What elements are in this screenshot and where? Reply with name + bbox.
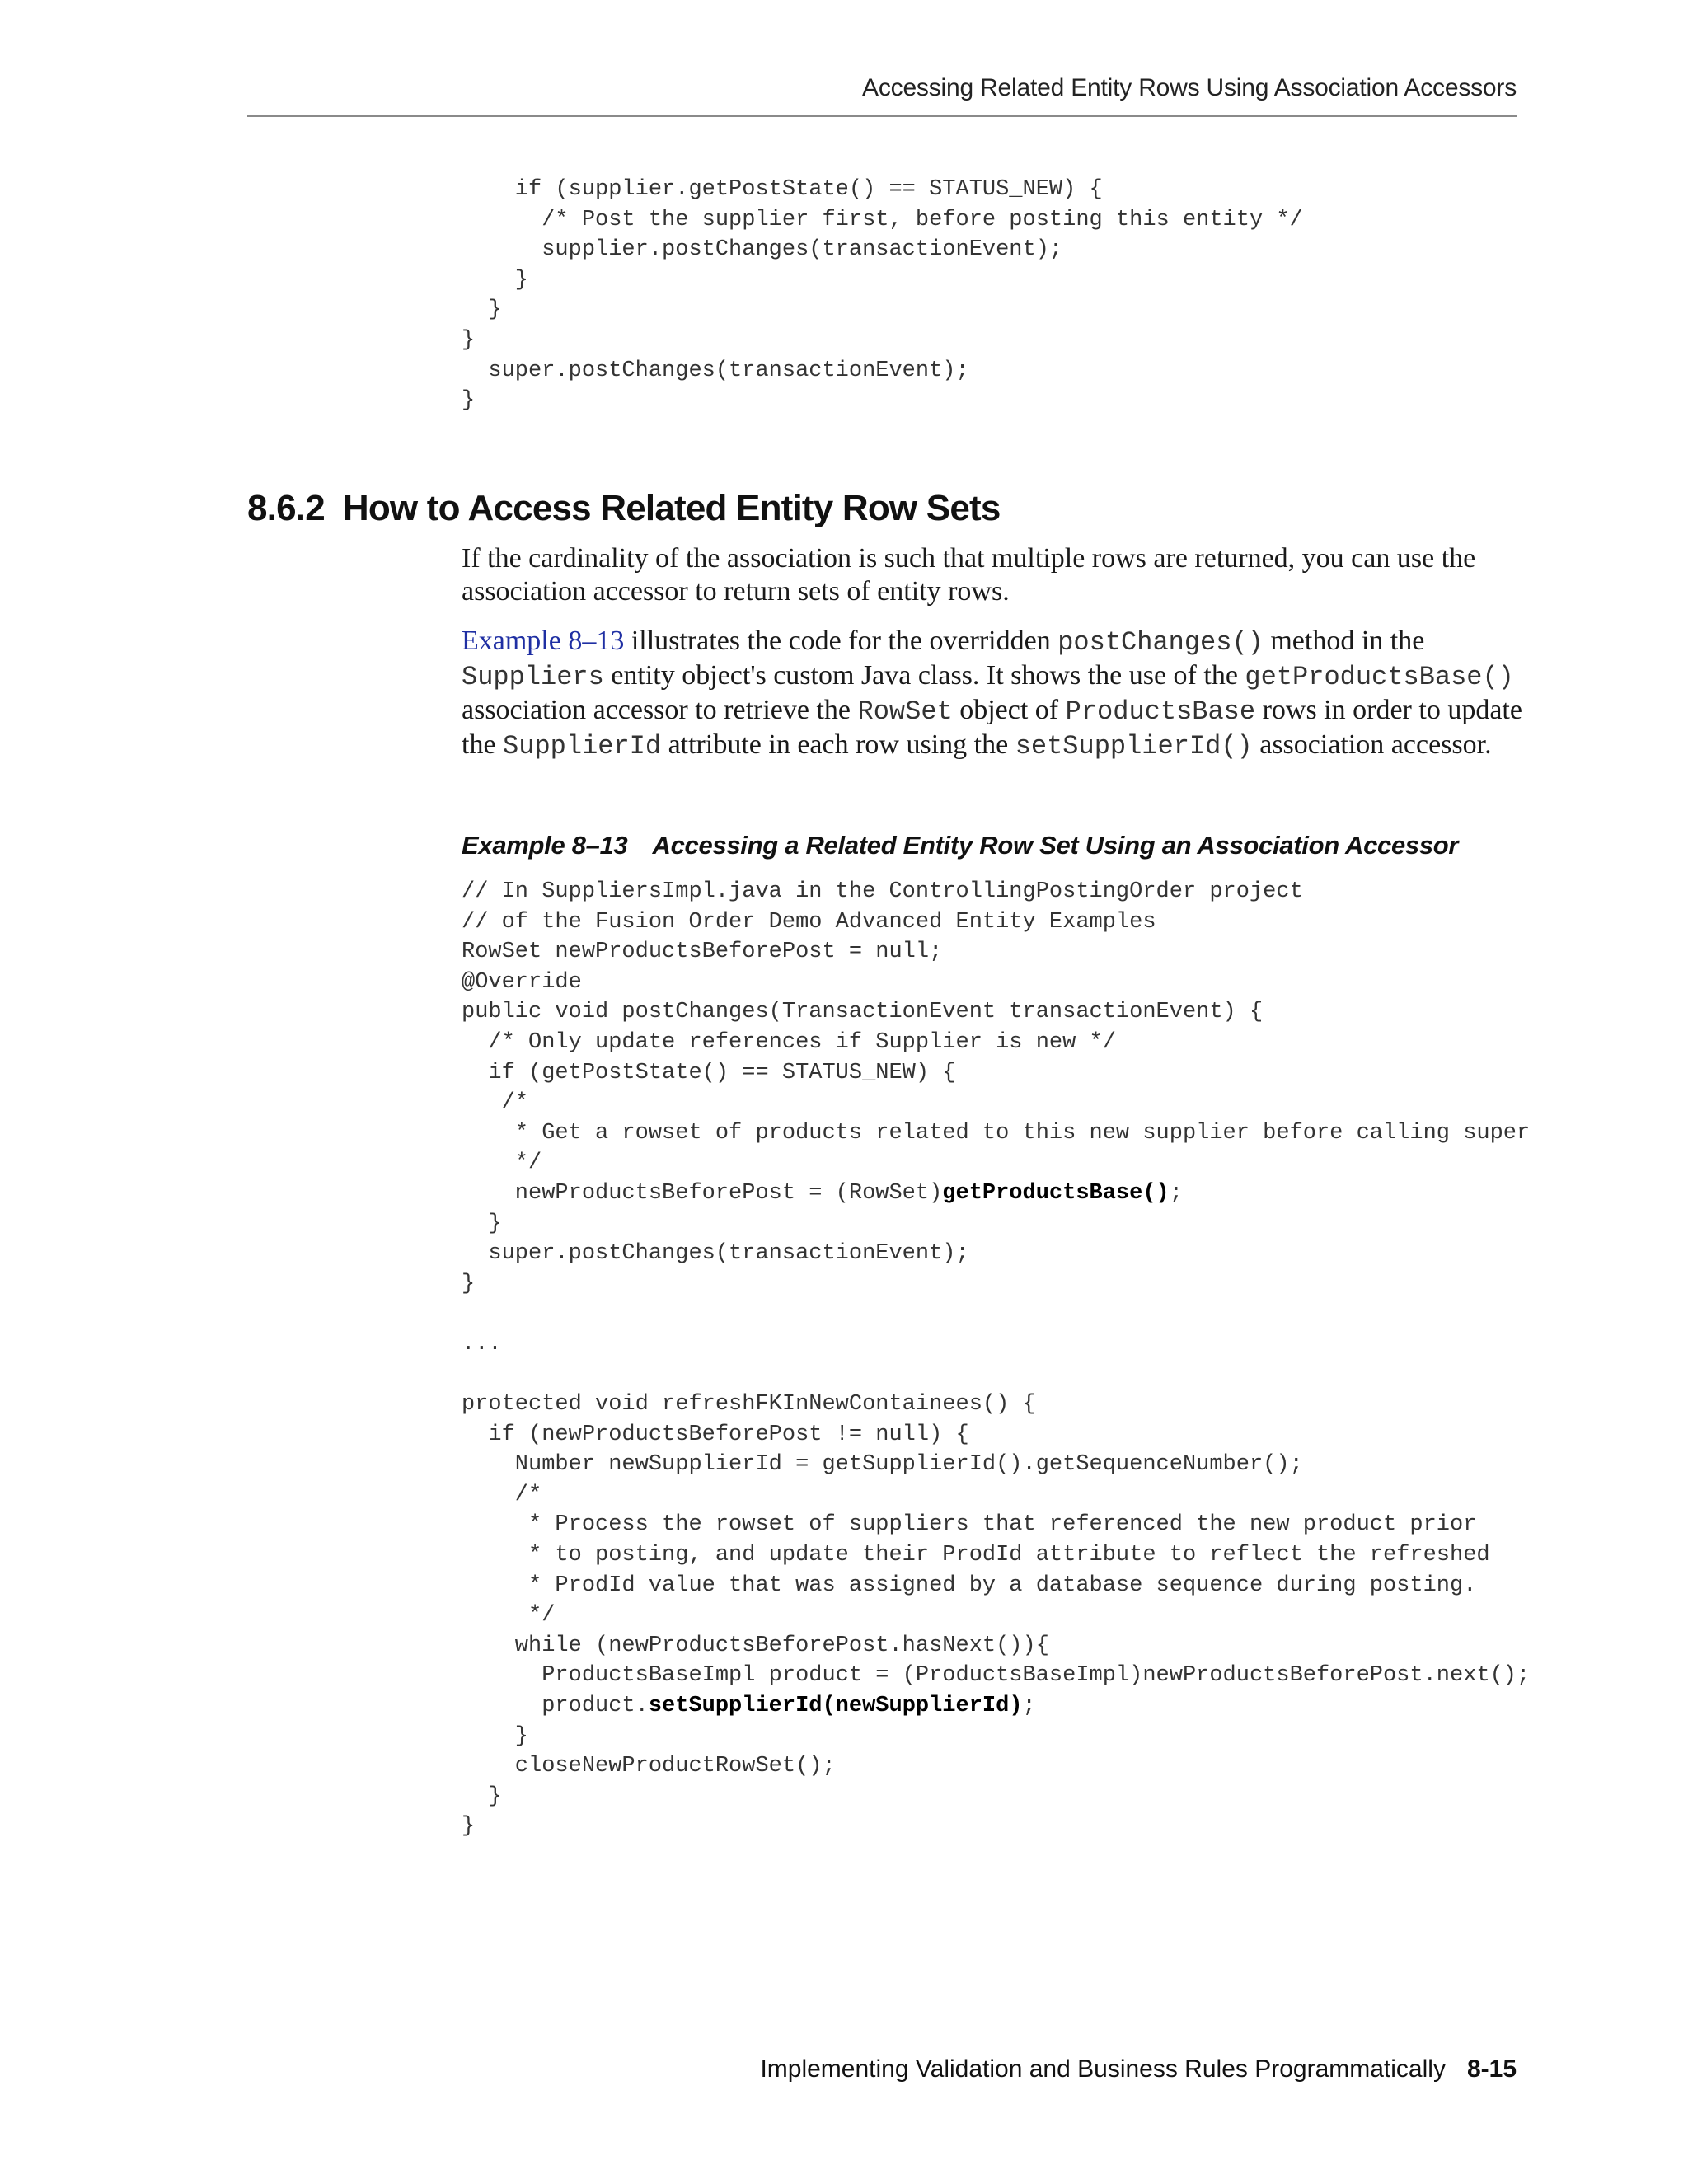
section-number: 8.6.2 (247, 488, 325, 528)
code-example (462, 877, 1530, 1842)
paragraph-intro: If the cardinality of the association is such that multiple rows are returned, you can use the association accessor to return sets of entity rows. (462, 543, 1476, 607)
section-heading (247, 488, 1001, 529)
example-caption (462, 831, 1458, 860)
running-header: Accessing Related Entity Rows Using Association Accessors (862, 74, 1517, 101)
code-highlight: setSupplierId(newSupplierId) (648, 1694, 1023, 1719)
text-run: entity object's custom Java class. It shows the use of the (603, 660, 1245, 691)
inline-code: ProductsBase (1065, 696, 1256, 727)
code-segment: ; } closeNewProductRowSet(); } } (462, 1694, 1036, 1840)
inline-code: RowSet (857, 696, 953, 727)
code-segment: ; } super.postChanges(transactionEvent); } ... protected void refreshFKInNewContainees() { if (newProductsBeforePost != null) { Number newSupplierId = getSupplierId().getSequenceNumber(); /* * Process the rowset of suppliers that referenced the new product prior * to posting, and update their ProdId attribute to reflect the refreshed * ProdId value that was assigned by a database sequence during posting. */ while (newProductsBeforePost.hasNext()){ ProductsBaseImpl product = (ProductsBaseImpl)newProductsBeforePost.next(); product. (462, 1180, 1531, 1719)
text-run: rows in order to update the (462, 695, 1522, 760)
section-title: How to Access Related Entity Row Sets (342, 488, 1001, 528)
example-label: Example 8–13 (462, 831, 628, 860)
text-run: object of (952, 695, 1066, 725)
example-link[interactable]: Example 8–13 (462, 626, 625, 656)
code-highlight: getProductsBase() (942, 1180, 1170, 1206)
example-title: Accessing a Related Entity Row Set Using an Association Accessor (652, 831, 1459, 860)
paragraph-description (462, 625, 1525, 763)
page-number: 8-15 (1466, 2055, 1517, 2083)
text-run: attribute in each row using the (661, 729, 1015, 760)
code-segment: // In SuppliersImpl.java in the ControllingPostingOrder project // of the Fusion Order Demo Advanced Entity Examples RowSet newProductsBeforePost = null; @Override public void postChanges(TransactionEvent transactionEvent) { /* Only update references if Supplier is new */ if (getPostState() == STATUS_NEW) { /* * Get a rowset of products related to this new supplier before calling super */ newProductsBeforePost = (RowSet) (462, 879, 1531, 1206)
inline-code: Suppliers (462, 662, 604, 692)
running-footer (247, 2055, 1517, 2083)
text-run: association accessor to retrieve the (462, 695, 858, 725)
header-rule (247, 115, 1517, 117)
inline-code: SupplierId (503, 731, 662, 762)
footer-book-title: Implementing Validation and Business Rules Programmatically (760, 2055, 1446, 2083)
text-run: association accessor. (1252, 729, 1492, 760)
text-run: illustrates the code for the overridden (624, 626, 1058, 656)
inline-code: setSupplierId() (1015, 731, 1253, 762)
text-run: method in the (1263, 626, 1425, 656)
inline-code: postChanges() (1057, 627, 1264, 658)
code-snippet-top: if (supplier.getPostState() == STATUS_NEW) { /* Post the supplier first, before posting this entity */ supplier.postChanges(transactionEvent); } } } super.postChanges(transactionEvent); } (462, 177, 1303, 414)
inline-code: getProductsBase() (1245, 662, 1514, 692)
